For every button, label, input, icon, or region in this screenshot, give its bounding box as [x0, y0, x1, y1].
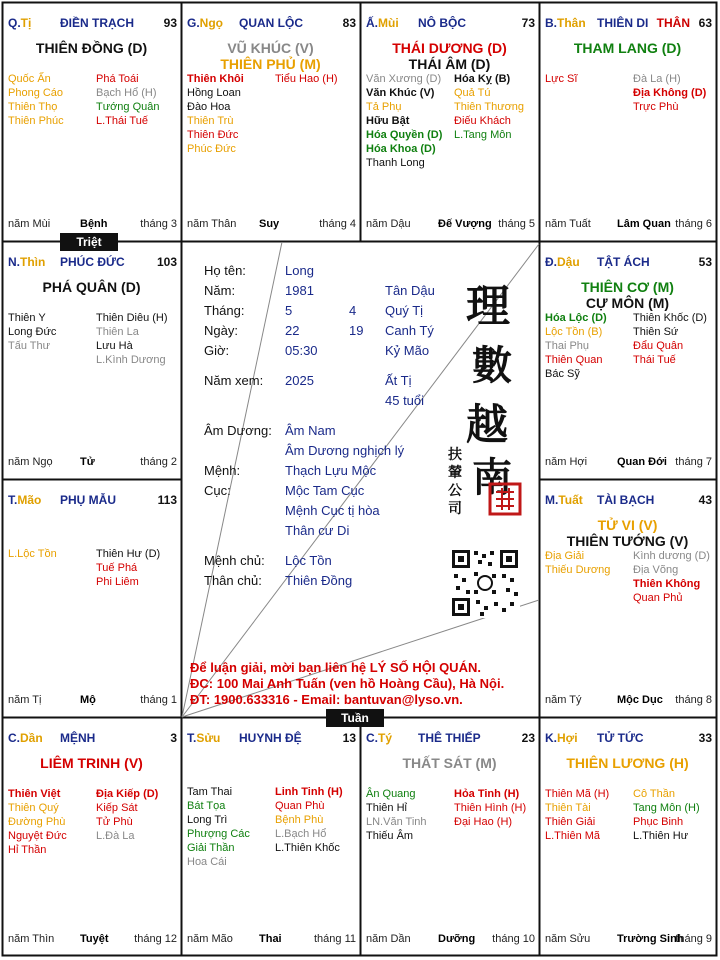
palace-name: TỬ TỨC [597, 731, 644, 745]
minor-star: Tả Phụ [366, 101, 402, 113]
calligraphy-small-1: 扶 [448, 447, 462, 463]
minor-star: Thiên Quan [545, 354, 603, 366]
minor-star: Văn Xương (D) [366, 73, 442, 85]
heavenly-stem: Đ. [545, 255, 557, 269]
minor-star: Thiên Mã (H) [545, 788, 610, 800]
minor-star: Bạch Hổ (H) [96, 87, 157, 99]
am-duong-note: Âm Dương nghịch lý [285, 443, 405, 458]
palace-number: 113 [157, 493, 177, 507]
minor-star: Hoa Cái [187, 856, 227, 868]
minor-star: Thiên Phúc [8, 115, 64, 127]
am-duong-label: Âm Dương: [204, 423, 272, 438]
minor-star: L.Bạch Hổ [275, 828, 327, 840]
minor-star: Thiên La [96, 326, 139, 338]
earthly-branch: Dần [20, 731, 43, 745]
palace-month: tháng 4 [319, 218, 356, 230]
nam-value: 1981 [285, 283, 314, 298]
ho-ten-value: Long [285, 263, 314, 278]
major-star: VŨ KHÚC (V) [227, 40, 314, 56]
ngay-value: 22 [285, 323, 300, 338]
minor-star: Tiểu Hao (H) [275, 73, 338, 85]
palace-year: năm Sửu [545, 933, 591, 945]
minor-star: Tử Phù [96, 816, 133, 828]
minor-star: Thiên Không [633, 578, 701, 590]
minor-star: Tấu Thư [8, 340, 51, 352]
minor-star: L.Kình Dương [96, 354, 166, 366]
minor-star: LN.Văn Tinh [366, 816, 427, 828]
major-star: THÁI DƯƠNG (D) [392, 40, 507, 56]
palace-number: 13 [342, 731, 356, 745]
minor-star: Hỏa Tinh (H) [454, 788, 520, 800]
minor-star: Đại Hao (H) [454, 816, 513, 828]
palace-year: năm Tuất [545, 218, 591, 230]
nam-xem-value: 2025 [285, 373, 314, 388]
palace-name: THÊ THIẾP [418, 731, 481, 745]
life-stage: Đế Vượng [438, 218, 492, 230]
minor-star: Tuế Phá [96, 562, 138, 574]
life-stage: Lâm Quan [617, 218, 671, 230]
cuc-note-1: Mệnh Cục tị hòa [285, 503, 380, 518]
minor-star: Phục Binh [633, 816, 684, 828]
calligraphy-small-4: 司 [448, 501, 462, 517]
palace-month: tháng 8 [675, 694, 712, 706]
palace-number: 53 [698, 255, 712, 269]
earthly-branch: Tý [378, 731, 393, 745]
contact-line-1: Để luận giải, mời bạn liên hệ LÝ SỐ HỘI QUÁN. [190, 660, 481, 675]
minor-star: Hỉ Thần [8, 844, 47, 856]
minor-star: Thiên Đức [187, 129, 239, 141]
minor-star: Địa Không (D) [633, 87, 707, 99]
than-chu-label: Thân chủ: [204, 573, 262, 588]
major-star: TỬ VI (V) [597, 517, 658, 533]
minor-star: Đà La (H) [633, 73, 681, 85]
minor-star: Thiên Sứ [633, 326, 679, 338]
minor-star: Thiên Khôi [187, 73, 244, 85]
heavenly-stem: N. [8, 255, 20, 269]
heavenly-stem: T. [8, 493, 18, 507]
palace-name: TẬT ÁCH [597, 255, 650, 269]
minor-star: Địa Võng [633, 564, 679, 576]
minor-star: Nguyệt Đức [8, 830, 67, 842]
palace-name: PHỤ MẪU [60, 493, 116, 507]
minor-star: Thai Phụ [545, 340, 590, 352]
minor-star: Phá Toái [96, 73, 139, 85]
life-stage: Trường Sinh [617, 933, 684, 945]
minor-star: Thiên Diêu (H) [96, 312, 168, 324]
minor-star: Quan Phù [275, 800, 325, 812]
palace-number: 93 [163, 16, 177, 30]
heavenly-stem: K. [545, 731, 557, 745]
major-star: THAM LANG (D) [573, 40, 682, 56]
minor-star: Hóa Kỵ (B) [454, 73, 511, 85]
palace-year: năm Mùi [8, 218, 51, 230]
than-tag: THÂN [656, 16, 690, 30]
nam-can-chi: Tân Dậu [385, 283, 435, 298]
minor-star: Tang Môn (H) [633, 802, 700, 814]
minor-star: Thanh Long [366, 157, 425, 169]
minor-star: Thiếu Dương [545, 564, 611, 576]
earthly-branch: Thân [557, 16, 586, 30]
triet-badge: Triệt [60, 233, 118, 251]
palace-name: TÀI BẠCH [597, 493, 655, 507]
cuc-value: Mộc Tam Cục [285, 483, 365, 498]
minor-star: Kình dương (D) [633, 550, 710, 562]
minor-star: L.Thiên Khốc [275, 842, 340, 854]
minor-star: Phúc Đức [187, 143, 236, 155]
minor-star: Thiên Y [8, 312, 46, 324]
heavenly-stem: Ấ. [366, 16, 378, 30]
minor-star: Phi Liêm [96, 576, 139, 588]
minor-star: Hóa Lộc (D) [545, 312, 607, 324]
red-seal-icon [488, 482, 522, 516]
life-stage: Mộc Dục [617, 694, 663, 706]
qr-code-icon[interactable] [450, 548, 520, 618]
major-star: CỰ MÔN (M) [585, 295, 670, 311]
gio-can-chi: Kỷ Mão [385, 343, 430, 358]
life-stage: Mộ [80, 694, 96, 706]
major-star: LIÊM TRINH (V) [40, 755, 143, 771]
minor-star: Địa Kiếp (D) [96, 788, 159, 800]
heavenly-stem: Q. [8, 16, 21, 30]
major-star: THẤT SÁT (M) [402, 755, 497, 771]
major-star: THIÊN ĐỒNG (D) [35, 40, 148, 56]
ngay-am-value: 19 [349, 323, 364, 338]
menh-value: Thạch Lựu Mộc [285, 463, 377, 478]
life-stage: Bệnh [80, 218, 108, 230]
minor-star: Văn Khúc (V) [366, 87, 435, 99]
minor-star: Hữu Bật [366, 115, 410, 127]
palace-number: 63 [698, 16, 712, 30]
minor-star: Thiên Việt [8, 788, 61, 800]
palace-name: ĐIỀN TRẠCH [60, 16, 134, 30]
heavenly-stem: G. [187, 16, 200, 30]
minor-star: Long Đức [8, 326, 57, 338]
minor-star: L.Thái Tuế [96, 115, 148, 127]
contact-block [190, 660, 540, 708]
major-star: THIÊN PHỦ (M) [220, 56, 321, 72]
contact-line-3: ĐT: 1900.633316 - Email: bantuvan@lyso.vn. [190, 692, 463, 707]
major-star: THIÊN TƯỚNG (V) [566, 533, 689, 549]
minor-star: Thiên Thọ [8, 101, 58, 113]
palace-month: tháng 5 [498, 218, 535, 230]
am-duong-value: Âm Nam [285, 423, 336, 438]
minor-star: L.Thiên Mã [545, 830, 601, 842]
calligraphy-char-4: 南 [472, 454, 512, 501]
ngay-can-chi: Canh Tý [385, 323, 434, 338]
palace-name: NÔ BỘC [418, 16, 466, 30]
minor-star: L.Đà La [96, 830, 135, 842]
menh-chu-value: Lộc Tồn [285, 553, 332, 568]
earthly-branch: Tuất [558, 493, 583, 507]
minor-star: Lưu Hà [96, 340, 133, 352]
earthly-branch: Dậu [557, 255, 580, 269]
palace-year: năm Dần [366, 933, 411, 945]
palace-month: tháng 9 [675, 933, 712, 945]
palace-number: 23 [521, 731, 535, 745]
earthly-branch: Thìn [20, 255, 46, 269]
palace-name: QUAN LỘC [239, 16, 303, 30]
minor-star: Giải Thần [187, 842, 235, 854]
minor-star: Thiên Hỉ [366, 802, 407, 814]
minor-star: L.Lộc Tồn [8, 548, 57, 560]
minor-star: Thiên Hư (D) [96, 548, 161, 560]
palace-year: năm Thân [187, 218, 237, 230]
minor-star: Phượng Các [187, 828, 250, 840]
minor-star: Tướng Quân [96, 101, 160, 113]
minor-star: Thiên Quý [8, 802, 59, 814]
life-stage: Dưỡng [438, 933, 476, 945]
minor-star: Thiên Khốc (D) [633, 312, 707, 324]
gio-label: Giờ: [204, 343, 230, 358]
palace-number: 3 [170, 731, 177, 745]
ho-ten-label: Họ tên: [204, 263, 246, 278]
ngay-label: Ngày: [204, 323, 238, 338]
calligraphy-small-2: 輦 [448, 465, 462, 481]
than-chu-value: Thiên Đồng [285, 573, 353, 588]
minor-star: Quả Tú [454, 87, 491, 99]
palace-name: MỆNH [60, 731, 96, 745]
major-star: THIÊN LƯƠNG (H) [566, 755, 689, 771]
calligraphy-small-column [448, 446, 464, 518]
minor-star: L.Tang Môn [454, 129, 512, 141]
palace-year: năm Ngọ [8, 456, 53, 468]
minor-star: Quốc Ấn [8, 73, 51, 85]
heavenly-stem: C. [366, 731, 378, 745]
calligraphy-small-3: 公 [448, 483, 462, 499]
minor-star: Phong Cáo [8, 87, 64, 99]
palace-number: 103 [156, 255, 177, 269]
earthly-branch: Mão [17, 493, 42, 507]
thang-label: Tháng: [204, 303, 245, 318]
minor-star: Thiên Hình (H) [454, 802, 527, 814]
palace-month: tháng 12 [134, 933, 177, 945]
nam-xem-can-chi: Ất Tị [385, 373, 412, 388]
minor-star: Kiếp Sát [96, 802, 138, 814]
minor-star: Đường Phù [8, 816, 66, 828]
major-star: PHÁ QUÂN (D) [42, 279, 141, 295]
minor-star: L.Thiên Hư [633, 830, 689, 842]
earthly-branch: Mùi [378, 16, 399, 30]
major-star: THIÊN CƠ (M) [581, 279, 674, 295]
life-stage: Suy [259, 218, 280, 230]
calligraphy-char-3: 越 [466, 400, 509, 449]
minor-star: Thiên Thương [454, 101, 525, 113]
cuc-label: Cục: [204, 483, 231, 498]
palace-month: tháng 3 [140, 218, 177, 230]
minor-star: Trực Phù [633, 101, 679, 113]
menh-chu-label: Mệnh chủ: [204, 553, 265, 568]
palace-number: 73 [521, 16, 535, 30]
palace-year: năm Mão [187, 933, 233, 945]
palace-month: tháng 10 [492, 933, 535, 945]
earthly-branch: Tị [20, 16, 32, 30]
minor-star: Bác Sỹ [545, 368, 580, 380]
gio-value: 05:30 [285, 343, 318, 358]
cuc-note-2: Thân cư Di [285, 523, 350, 538]
palace-month: tháng 1 [140, 694, 177, 706]
tuoi-value: 45 tuổi [385, 393, 425, 408]
nam-label: Năm: [204, 283, 236, 298]
minor-star: Ân Quang [366, 788, 416, 800]
palace-name: HUYNH ĐỆ [239, 731, 302, 745]
palace-name: PHÚC ĐỨC [60, 255, 125, 269]
minor-star: Cô Thần [633, 788, 675, 800]
life-stage: Quan Đới [617, 456, 667, 468]
calligraphy-char-1: 理 [466, 281, 510, 332]
palace-month: tháng 6 [675, 218, 712, 230]
calligraphy-char-2: 數 [472, 342, 512, 389]
minor-star: Linh Tinh (H) [275, 786, 343, 798]
palace-year: năm Hợi [545, 456, 588, 468]
thang-can-chi: Quý Tị [385, 303, 424, 318]
palace-number: 83 [342, 16, 356, 30]
contact-line-2: ĐC: 100 Mai Anh Tuấn (ven hồ Hoàng Cầu), Hà Nội. [190, 676, 505, 691]
palace-number: 43 [698, 493, 712, 507]
minor-star: Đào Hoa [187, 101, 231, 113]
menh-label: Mệnh: [204, 463, 241, 478]
heavenly-stem: M. [545, 493, 559, 507]
minor-star: Tam Thai [187, 786, 233, 798]
minor-star: Hồng Loan [187, 87, 241, 99]
palace-number: 33 [698, 731, 712, 745]
palace-year: năm Thìn [8, 933, 55, 945]
minor-star: Lộc Tồn (B) [545, 326, 603, 338]
thang-am-value: 4 [349, 303, 357, 318]
minor-star: Đẩu Quân [633, 340, 684, 352]
earthly-branch: Ngọ [199, 16, 223, 30]
palace-year: năm Tị [8, 694, 42, 706]
minor-star: Thái Tuế [633, 354, 676, 366]
earthly-branch: Sửu [196, 731, 221, 745]
life-stage: Thai [259, 933, 282, 945]
minor-star: Hóa Khoa (D) [366, 143, 436, 155]
minor-star: Thiên Giải [545, 816, 596, 828]
palace-month: tháng 7 [675, 456, 712, 468]
minor-star: Thiên Trù [187, 115, 234, 127]
minor-star: Long Trì [187, 814, 228, 826]
heavenly-stem: C. [8, 731, 20, 745]
palace-year: năm Dậu [366, 218, 411, 230]
tuan-badge: Tuần [326, 709, 384, 727]
minor-star: Thiếu Âm [366, 830, 414, 842]
life-stage: Tuyệt [80, 933, 109, 945]
thang-value: 5 [285, 303, 293, 318]
palace-month: tháng 2 [140, 456, 177, 468]
minor-star: Lực Sĩ [545, 73, 578, 85]
palace-name: THIÊN DI [597, 16, 649, 30]
heavenly-stem: B. [545, 16, 557, 30]
minor-star: Hóa Quyền (D) [366, 129, 443, 141]
minor-star: Quan Phủ [633, 592, 683, 604]
life-stage: Tử [80, 456, 95, 468]
palace-month: tháng 11 [313, 933, 356, 945]
minor-star: Thiên Tài [545, 802, 591, 814]
heavenly-stem: T. [187, 731, 197, 745]
minor-star: Địa Giải [545, 550, 585, 562]
minor-star: Điếu Khách [454, 115, 511, 127]
earthly-branch: Hợi [557, 731, 578, 745]
minor-star: Bát Tọa [187, 800, 226, 812]
palace-year: năm Tý [545, 694, 582, 706]
minor-star: Bệnh Phù [275, 814, 324, 826]
major-star: THÁI ÂM (D) [408, 56, 491, 72]
nam-xem-label: Năm xem: [204, 373, 264, 388]
